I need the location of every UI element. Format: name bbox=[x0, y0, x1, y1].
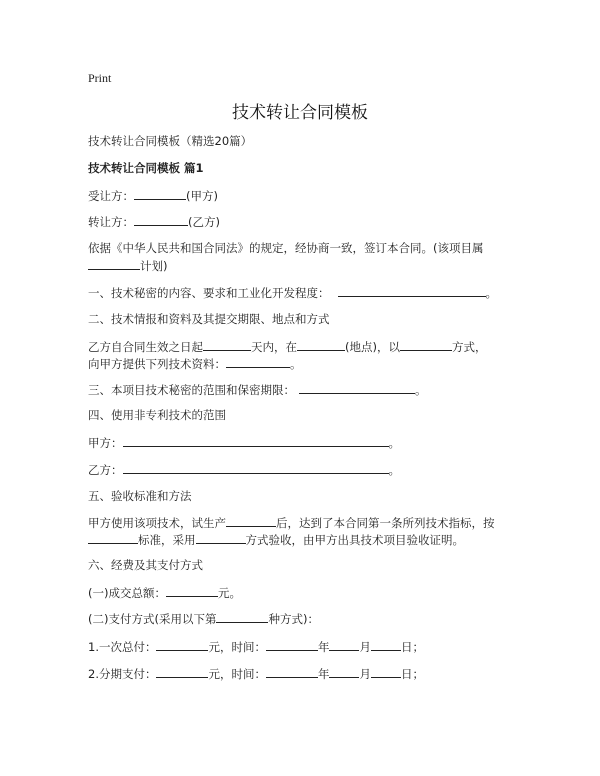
fee-suffix: 元。 bbox=[217, 586, 241, 600]
pay-1-month-blank bbox=[329, 638, 359, 651]
item-5-body-line-2 bbox=[88, 531, 464, 549]
basis-suffix: 计划) bbox=[140, 259, 168, 273]
payment-line bbox=[88, 610, 319, 628]
payment-blank bbox=[216, 610, 268, 623]
receiver-suffix: (甲方) bbox=[186, 189, 218, 203]
fee-blank bbox=[166, 584, 218, 597]
party-b-blank bbox=[123, 461, 389, 474]
location-blank bbox=[297, 338, 345, 351]
item-1-blank bbox=[338, 284, 486, 297]
pay-1-month: 月 bbox=[359, 640, 371, 654]
receiver-line bbox=[88, 187, 218, 205]
item-5-body-line-1 bbox=[88, 514, 495, 532]
pay-2-year-blank bbox=[266, 665, 318, 678]
pay-1-year-blank bbox=[266, 638, 318, 651]
pay-1-year: 年 bbox=[317, 640, 330, 654]
section-heading: 技术转让合同模板 篇1 bbox=[88, 161, 204, 175]
party-a-label: 甲方： bbox=[88, 436, 123, 450]
basis-line-1: 依据《中华人民共和国合同法》的规定，经协商一致，签订本合同。(该项目属 bbox=[88, 241, 484, 255]
trial-blank bbox=[226, 514, 276, 527]
pay-2-amount-blank bbox=[156, 665, 208, 678]
days-blank bbox=[203, 338, 251, 351]
pay-2-yuan: 元，时间： bbox=[208, 667, 266, 681]
pay-1-day-blank bbox=[371, 638, 401, 651]
receiver-label: 受让方： bbox=[88, 189, 134, 203]
fee-line bbox=[88, 584, 241, 602]
item-3-text: 三、本项目技术秘密的范围和保密期限： bbox=[88, 383, 295, 397]
basis-line-2 bbox=[88, 257, 168, 275]
item-2-body-p2: 天内，在 bbox=[251, 340, 297, 354]
acceptance-method-blank bbox=[196, 531, 246, 544]
pay-1-line bbox=[88, 638, 424, 656]
item-2-body-line-2 bbox=[88, 355, 302, 373]
transferor-suffix: (乙方) bbox=[188, 215, 220, 229]
party-b-label: 乙方： bbox=[88, 463, 123, 477]
transferor-label: 转让方： bbox=[88, 215, 134, 229]
payment-suffix: 种方式)： bbox=[268, 612, 319, 626]
receiver-blank bbox=[134, 187, 186, 200]
pay-2-label: 2.分期支付： bbox=[88, 667, 157, 681]
pay-1-amount-blank bbox=[156, 638, 208, 651]
item-2-body-line-2-text: 向甲方提供下列技术资料： bbox=[88, 357, 226, 371]
item-2-body-p1: 乙方自合同生效之日起 bbox=[88, 340, 203, 354]
pay-1-day: 日； bbox=[400, 640, 424, 654]
item-3-blank bbox=[299, 381, 415, 394]
item-2-body-end: 。 bbox=[290, 357, 302, 371]
transferor-line bbox=[88, 213, 220, 231]
item-2-body-p4: 方式， bbox=[451, 340, 487, 354]
transferor-blank bbox=[134, 213, 188, 226]
materials-blank bbox=[226, 355, 290, 368]
item-1-text: 一、技术秘密的内容、要求和工业化开发程度： bbox=[88, 286, 330, 300]
item-6: 六、经费及其支付方式 bbox=[88, 558, 203, 572]
pay-1-yuan: 元，时间： bbox=[208, 640, 266, 654]
pay-2-day-blank bbox=[371, 665, 401, 678]
item-3 bbox=[88, 381, 427, 399]
pay-2-day: 日； bbox=[400, 667, 424, 681]
item-5: 五、验收标准和方法 bbox=[88, 489, 192, 503]
item-2: 二、技术情报和资料及其提交期限、地点和方式 bbox=[88, 312, 330, 326]
item-1 bbox=[88, 284, 497, 302]
document-subtitle: 技术转让合同模板（精选20篇） bbox=[88, 134, 253, 148]
fee-label: (一)成交总额： bbox=[88, 586, 166, 600]
item-5-body-p1: 甲方使用该项技术，试生产 bbox=[88, 516, 226, 530]
party-a-line bbox=[88, 434, 400, 452]
item-5-body-p3: 标准，采用 bbox=[138, 533, 196, 547]
item-2-body-line-1 bbox=[88, 338, 486, 356]
pay-2-month: 月 bbox=[359, 667, 371, 681]
pay-1-label: 1.一次总付： bbox=[88, 640, 157, 654]
payment-label: (二)支付方式(采用以下第 bbox=[88, 612, 217, 626]
pay-2-year: 年 bbox=[317, 667, 330, 681]
item-1-end: 。 bbox=[485, 286, 497, 300]
item-5-body-p2: 后，达到了本合同第一条所列技术指标，按 bbox=[276, 516, 495, 530]
standard-blank bbox=[88, 531, 138, 544]
party-b-end: 。 bbox=[388, 463, 400, 477]
party-a-end: 。 bbox=[388, 436, 400, 450]
document-title: 技术转让合同模板 bbox=[232, 103, 368, 123]
item-4: 四、使用非专利技术的范围 bbox=[88, 408, 226, 422]
method-blank bbox=[400, 338, 452, 351]
party-a-blank bbox=[123, 434, 389, 447]
pay-2-line bbox=[88, 665, 424, 683]
party-b-line bbox=[88, 461, 400, 479]
pay-2-month-blank bbox=[329, 665, 359, 678]
item-2-body-p3: (地点)，以 bbox=[345, 340, 400, 354]
print-link[interactable]: Print bbox=[88, 71, 112, 85]
item-3-end: 。 bbox=[415, 383, 427, 397]
item-5-body-p4: 方式验收，由甲方出具技术项目验收证明。 bbox=[245, 533, 464, 547]
plan-blank bbox=[88, 257, 140, 270]
